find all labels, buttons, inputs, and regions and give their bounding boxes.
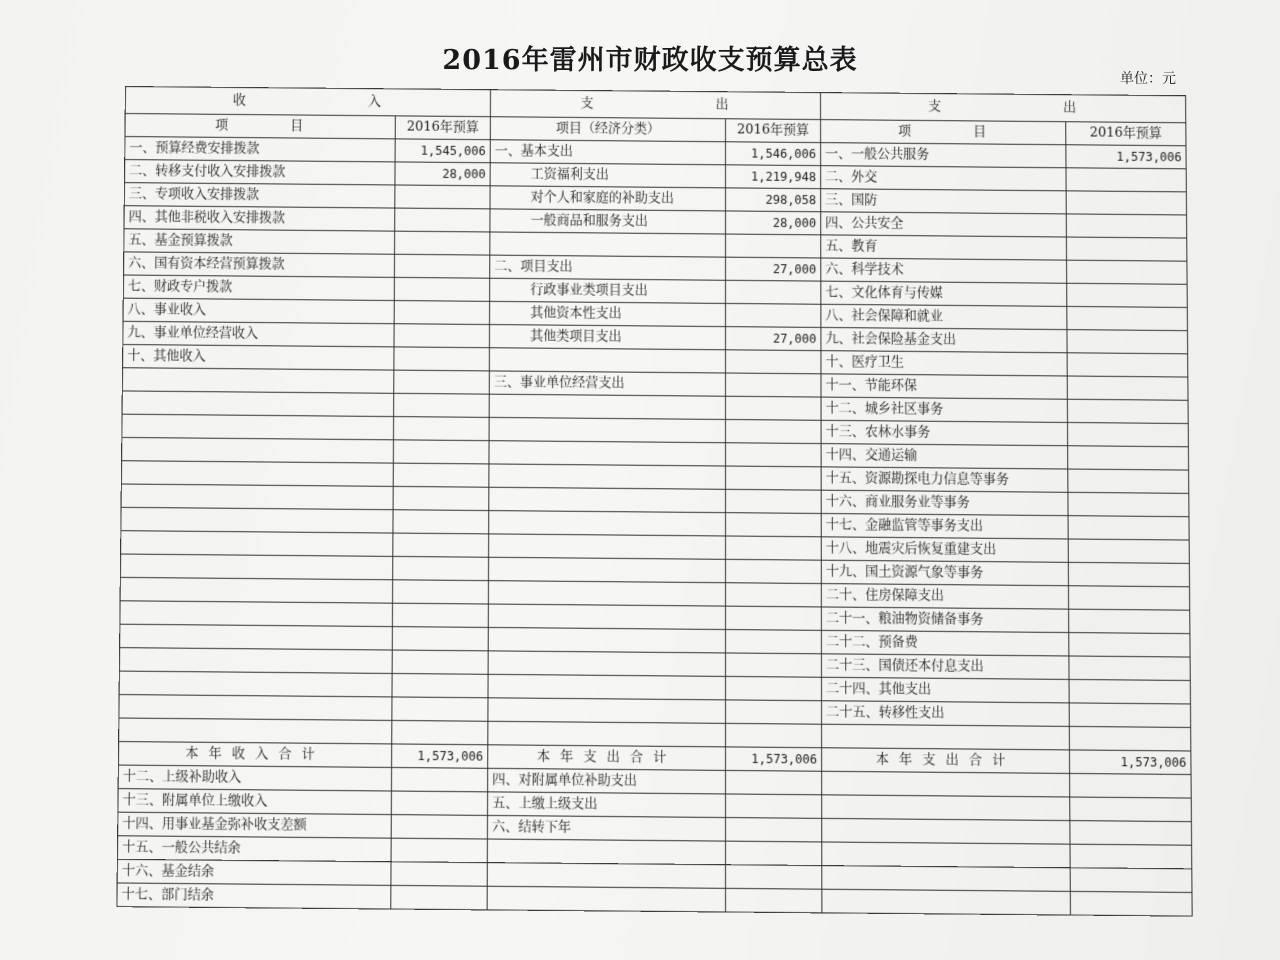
income-item-cell: 七、财政专户拨款: [123, 275, 394, 301]
func-value-cell: [1068, 516, 1189, 540]
budget-table: [116, 86, 1192, 917]
func-value-cell: [1067, 399, 1188, 423]
func-value-cell: [1066, 191, 1186, 215]
func-value-cell: [1069, 726, 1191, 751]
econ-value-cell: 27,000: [726, 257, 821, 281]
income-item-cell: 十、其他收入: [123, 345, 394, 371]
func-item-cell: 十九、国土资源气象等事务: [821, 560, 1068, 586]
income-item-cell: [120, 554, 392, 580]
income-value-cell: [391, 791, 487, 815]
econ-value-cell: [726, 373, 822, 397]
econ-item-cell: [489, 534, 726, 559]
income-value-cell: [393, 510, 489, 534]
func-item-cell: 六、科学技术: [821, 258, 1067, 283]
income-item-cell: 十二、上级补助收入: [118, 765, 391, 791]
income-item-cell: 八、事业收入: [123, 298, 394, 324]
func-item-cell: 二十三、国债还本付息支出: [821, 654, 1069, 680]
income-value-cell: [391, 885, 487, 909]
econ-item-header: 项目（经济分类）: [490, 117, 725, 142]
func-item-cell: 二十一、粮油物资储备事务: [821, 607, 1068, 633]
econ-item-cell: [489, 464, 726, 489]
func-item-cell: [822, 842, 1070, 868]
income-item-cell: 一、预算经费安排拨款: [125, 137, 395, 162]
func-item-cell: 五、教育: [821, 235, 1067, 260]
func-item-cell: 二十、住房保障支出: [821, 584, 1068, 610]
income-value-cell: [394, 370, 490, 394]
func-item-cell: 八、社会保障和就业: [821, 304, 1067, 329]
func-value-cell: [1067, 353, 1188, 377]
income-item-cell: [122, 391, 394, 417]
income-item-cell: 二、转移支付收入安排拨款: [124, 160, 395, 185]
econ-item-cell: [489, 487, 726, 512]
econ-item-cell: 三、事业单位经营支出: [489, 371, 725, 396]
func-item-cell: 二、外交: [821, 166, 1066, 191]
econ-value-cell: [726, 443, 822, 467]
income-value-cell: [394, 324, 490, 348]
func-value-cell: [1069, 633, 1190, 658]
func-value-cell: [1067, 283, 1188, 307]
func-total-value: 1,573,006: [1069, 750, 1191, 775]
func-value-cell: [1070, 891, 1192, 916]
econ-value-cell: [726, 794, 822, 818]
econ-item-cell: [488, 627, 725, 653]
func-value-cell: [1070, 773, 1192, 798]
income-item-cell: [121, 531, 393, 557]
econ-value-cell: [726, 559, 822, 583]
func-item-cell: 十八、地震灾后恢复重建支出: [821, 537, 1068, 563]
func-value-cell: [1068, 469, 1189, 493]
econ-item-cell: [489, 394, 725, 419]
func-value-cell: [1069, 609, 1190, 633]
econ-value-cell: [726, 700, 822, 724]
func-budget-header: 2016年预算: [1066, 122, 1186, 146]
econ-value-cell: [726, 606, 822, 630]
income-value-cell: [392, 673, 488, 697]
econ-item-cell: [488, 674, 726, 700]
econ-item-cell: [488, 721, 726, 747]
econ-item-cell: 对个人和家庭的补助支出: [490, 186, 726, 211]
income-item-cell: [122, 437, 394, 463]
econ-value-cell: [726, 466, 822, 490]
income-item-cell: 四、其他非税收入安排拨款: [124, 206, 395, 231]
income-item-header: 项 目: [125, 114, 395, 139]
income-value-cell: 28,000: [395, 162, 490, 186]
econ-value-cell: [726, 489, 822, 513]
econ-value-cell: [726, 350, 821, 374]
func-value-cell: [1068, 492, 1189, 516]
func-item-cell: 十五、资源勘探电力信息等事务: [821, 467, 1068, 492]
econ-value-cell: [726, 653, 822, 677]
func-value-cell: [1068, 562, 1189, 586]
income-item-cell: [120, 577, 393, 603]
expense-econ-header: 支 出: [490, 90, 820, 120]
income-value-cell: [392, 697, 488, 721]
income-value-cell: [393, 463, 489, 487]
income-item-cell: 五、基金预算拨款: [124, 229, 395, 254]
func-item-cell: [822, 866, 1070, 892]
expense-total-label: 本年支出合计: [488, 745, 726, 771]
income-value-cell: [392, 650, 488, 674]
income-item-cell: [120, 624, 393, 650]
income-item-cell: 九、事业单位经营收入: [123, 321, 394, 347]
income-value-cell: [395, 185, 490, 209]
econ-item-cell: 六、结转下年: [487, 815, 725, 841]
income-item-cell: [121, 507, 393, 533]
econ-value-cell: [726, 396, 822, 420]
econ-value-cell: [726, 583, 822, 607]
econ-value-cell: [726, 419, 822, 443]
income-item-cell: 十六、基金结余: [117, 859, 391, 885]
econ-value-cell: [726, 723, 822, 747]
econ-item-cell: [489, 348, 725, 373]
econ-value-cell: [726, 770, 822, 794]
func-value-cell: [1069, 586, 1190, 610]
func-item-header: 项 目: [821, 120, 1066, 145]
income-item-cell: [119, 718, 392, 744]
income-item-cell: [119, 648, 392, 674]
econ-item-cell: 一、基本支出: [490, 140, 725, 165]
income-value-cell: [393, 556, 489, 580]
econ-item-cell: 其他资本性支出: [490, 301, 726, 326]
income-value-cell: [394, 347, 490, 371]
income-item-cell: [120, 601, 393, 627]
econ-item-cell: [488, 581, 725, 606]
econ-item-cell: [488, 651, 725, 677]
econ-item-cell: [489, 417, 725, 442]
func-value-cell: [1069, 679, 1190, 704]
func-item-cell: 三、国防: [821, 189, 1067, 214]
income-item-cell: [122, 368, 394, 394]
income-value-cell: [391, 767, 487, 791]
econ-value-cell: [726, 536, 822, 560]
func-value-cell: [1068, 422, 1189, 446]
func-item-cell: 九、社会保险基金支出: [821, 327, 1067, 352]
income-value-cell: [393, 486, 489, 510]
func-item-cell: [822, 724, 1070, 750]
econ-item-cell: [487, 839, 725, 865]
econ-value-cell: 298,058: [726, 188, 821, 212]
func-item-cell: 七、文化体育与传媒: [821, 281, 1067, 306]
econ-item-cell: 其他类项目支出: [489, 325, 725, 350]
func-value-cell: [1066, 168, 1186, 192]
func-value-cell: [1067, 376, 1188, 400]
income-value-cell: [394, 277, 489, 301]
income-item-cell: 十三、附属单位上缴收入: [118, 789, 392, 815]
econ-value-cell: [726, 676, 822, 700]
econ-item-cell: [489, 511, 726, 536]
func-item-cell: 十四、交通运输: [821, 444, 1068, 469]
func-item-cell: [822, 771, 1070, 797]
econ-value-cell: 28,000: [726, 211, 821, 235]
income-value-cell: [393, 533, 489, 557]
func-value-cell: [1069, 656, 1190, 681]
econ-item-cell: [487, 863, 725, 889]
income-value-cell: [393, 417, 489, 441]
func-value-cell: 1,573,006: [1066, 145, 1186, 169]
econ-value-cell: [726, 630, 822, 654]
func-item-cell: 十二、城乡社区事务: [821, 397, 1067, 422]
income-item-cell: [121, 484, 393, 510]
econ-value-cell: [726, 303, 821, 327]
econ-value-cell: [726, 818, 822, 842]
income-item-cell: [122, 414, 394, 440]
income-item-cell: 十四、用事业基金弥补收支差额: [118, 812, 392, 838]
func-value-cell: [1070, 868, 1192, 893]
income-value-cell: [391, 815, 487, 839]
func-item-cell: 十七、金融监管等事务支出: [821, 513, 1068, 539]
income-value-cell: 1,545,006: [395, 139, 490, 163]
econ-item-cell: 一般商品和服务支出: [490, 209, 726, 234]
func-value-cell: [1066, 237, 1187, 261]
income-value-cell: [391, 862, 487, 886]
expense-total-value: 1,573,006: [726, 747, 822, 771]
func-value-cell: [1070, 821, 1192, 846]
income-total-label: 本年收入合计: [118, 742, 391, 768]
income-item-cell: 六、国有资本经营预算拨款: [124, 252, 395, 277]
func-item-cell: 二十四、其他支出: [822, 677, 1070, 703]
func-value-cell: [1067, 306, 1188, 330]
func-value-cell: [1068, 539, 1189, 563]
econ-item-cell: [489, 441, 726, 466]
expense-func-header: 支 出: [821, 93, 1186, 123]
income-value-cell: [395, 231, 490, 255]
func-value-cell: [1066, 214, 1186, 238]
income-value-cell: [393, 580, 489, 604]
econ-item-cell: [488, 557, 725, 582]
income-item-cell: 十五、一般公共结余: [117, 836, 391, 862]
econ-budget-header: 2016年预算: [726, 119, 821, 143]
func-item-cell: 十六、商业服务业等事务: [821, 490, 1068, 515]
income-budget-header: 2016年预算: [395, 116, 490, 140]
func-value-cell: [1068, 446, 1189, 470]
econ-item-cell: 工资福利支出: [490, 163, 725, 188]
func-value-cell: [1067, 260, 1188, 284]
income-value-cell: [391, 838, 487, 862]
func-item-cell: 十一、节能环保: [821, 374, 1067, 399]
func-item-cell: 二十二、预备费: [821, 630, 1068, 656]
func-total-label: 本年支出合计: [822, 748, 1070, 774]
income-item-cell: [119, 671, 392, 697]
econ-item-cell: 五、上缴上级支出: [488, 792, 726, 818]
income-value-cell: [392, 603, 488, 627]
econ-value-cell: 27,000: [726, 327, 821, 351]
income-total-value: 1,573,006: [392, 744, 488, 768]
income-value-cell: [392, 627, 488, 651]
income-value-cell: [392, 720, 488, 744]
income-value-cell: [395, 208, 490, 232]
econ-item-cell: [488, 604, 725, 630]
func-item-cell: 十、医疗卫生: [821, 351, 1067, 376]
income-item-cell: 十七、部门结余: [117, 883, 391, 909]
func-value-cell: [1070, 844, 1192, 869]
func-item-cell: 十三、农林水事务: [821, 420, 1068, 445]
income-item-cell: 三、专项收入安排拨款: [124, 183, 395, 208]
econ-item-cell: [488, 698, 726, 724]
func-item-cell: 四、公共安全: [821, 212, 1067, 237]
income-value-cell: [394, 393, 490, 417]
econ-item-cell: 二、项目支出: [490, 255, 726, 280]
econ-item-cell: 四、对附属单位补助支出: [488, 768, 726, 794]
econ-value-cell: [726, 888, 822, 912]
econ-value-cell: [726, 234, 821, 258]
page-title: 2016年雷州市财政收支预算总表: [442, 45, 858, 76]
func-item-cell: [822, 795, 1070, 821]
econ-value-cell: [726, 865, 822, 889]
income-value-cell: [394, 254, 489, 278]
econ-value-cell: [726, 513, 822, 537]
func-value-cell: [1070, 797, 1192, 822]
econ-value-cell: [726, 841, 822, 865]
econ-item-cell: 行政事业类项目支出: [490, 278, 726, 303]
func-value-cell: [1069, 703, 1191, 728]
income-header: 收 入: [125, 87, 490, 117]
func-value-cell: [1067, 330, 1188, 354]
func-item-cell: 一、一般公共服务: [821, 143, 1066, 168]
econ-item-cell: [490, 232, 726, 257]
econ-item-cell: [487, 886, 725, 912]
budget-sheet: [116, 86, 1191, 917]
func-item-cell: [822, 889, 1071, 915]
income-value-cell: [393, 440, 489, 464]
econ-value-cell: 1,219,948: [726, 165, 821, 189]
econ-value-cell: [726, 280, 821, 304]
unit-label: 单位：元: [1120, 71, 1176, 87]
income-item-cell: [121, 461, 393, 487]
income-item-cell: [119, 695, 392, 721]
func-item-cell: 二十五、转移性支出: [822, 701, 1070, 727]
income-value-cell: [394, 301, 490, 325]
func-item-cell: [822, 818, 1070, 844]
econ-value-cell: 1,546,006: [726, 142, 821, 166]
